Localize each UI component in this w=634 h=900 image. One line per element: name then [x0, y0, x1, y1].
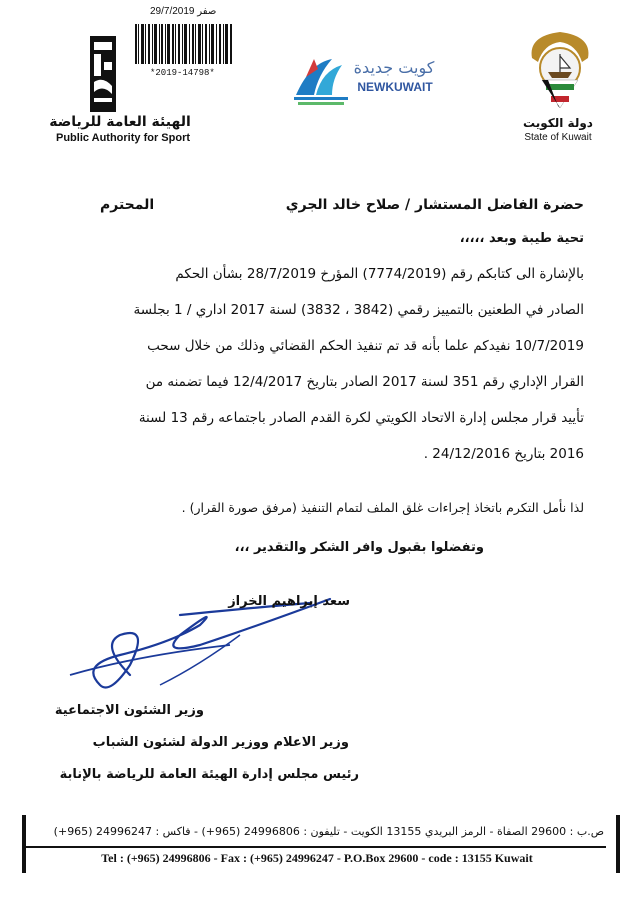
body-line: الصادر في الطعنين بالتمييز رقمي (3842 ، 3832) لسنة 2017 اداري / 1 بجلسة [133, 302, 584, 318]
sport-authority-name-ar: الهيئة العامة للرياضة [49, 114, 191, 130]
addressee: حضرة الفاضل المستشار / صلاح خالد الجري [285, 197, 584, 213]
signatory-title: رئيس مجلس إدارة الهيئة العامة للرياضة بالإنابة [59, 767, 359, 782]
request-line: لذا نأمل التكرم باتخاذ إجراءات غلق الملف لتمام التنفيذ (مرفق صورة القرار) . [181, 500, 584, 515]
barcode-number: *2019-14798* [150, 68, 215, 78]
signatory-name: سعد إبراهيم الخراز [228, 594, 350, 609]
body-line: 10/7/2019 نفيدكم علما بأنه قد تم تنفيذ الحكم القضائي وذلك من خلال سحب [147, 338, 584, 354]
footer-divider [26, 846, 606, 848]
footer-contact-en: Tel : (+965) 24996806 - Fax : (+965) 24996247 - P.O.Box 29600 - code : 13155 Kuwait [101, 851, 533, 865]
greeting: تحية طيبة وبعد ،،،،، [459, 231, 584, 246]
closing-line: وتفضلوا بقبول وافر الشكر والتقدير ،،، [234, 540, 484, 555]
new-kuwait-logo [292, 55, 350, 107]
new-kuwait-name-ar: كويت جديدة [353, 58, 435, 77]
body-line: القرار الإداري رقم 351 لسنة 2017 الصادر بتاريخ 12/4/2017 فيما تضمنه من [145, 374, 584, 390]
state-name-en: State of Kuwait [524, 132, 592, 143]
signatory-title: وزير الشئون الاجتماعية [54, 703, 204, 718]
footer-contact-ar: ص.ب : 29600 الصفاة - الرمز البريدي 13155 الكويت - تليفون : 24996806 (965+) - فاكس : 24996247 (965+) [53, 825, 604, 838]
state-name-ar: دولة الكويت [523, 116, 593, 130]
body-line: بالإشارة الى كتابكم رقم (7774/2019) المؤرخ 28/7/2019 بشأن الحكم [175, 266, 584, 282]
sport-authority-logo [88, 36, 118, 112]
body-line: تأييد قرار مجلس إدارة الاتحاد الكويتي لكرة القدم الصادر باجتماعه رقم 13 لسنة [138, 410, 584, 426]
kuwait-emblem [524, 28, 596, 110]
barcode [135, 24, 233, 64]
date-stamp: 29/7/2019 صفر [150, 6, 217, 17]
honorific: المحترم [100, 197, 155, 213]
signatory-title: وزير الاعلام ووزير الدولة لشئون الشباب [92, 735, 349, 750]
body-line: 2016 بتاريخ 24/12/2016 . [423, 446, 584, 462]
new-kuwait-name-en: NEWKUWAIT [357, 80, 433, 94]
sport-authority-name-en: Public Authority for Sport [55, 132, 191, 144]
